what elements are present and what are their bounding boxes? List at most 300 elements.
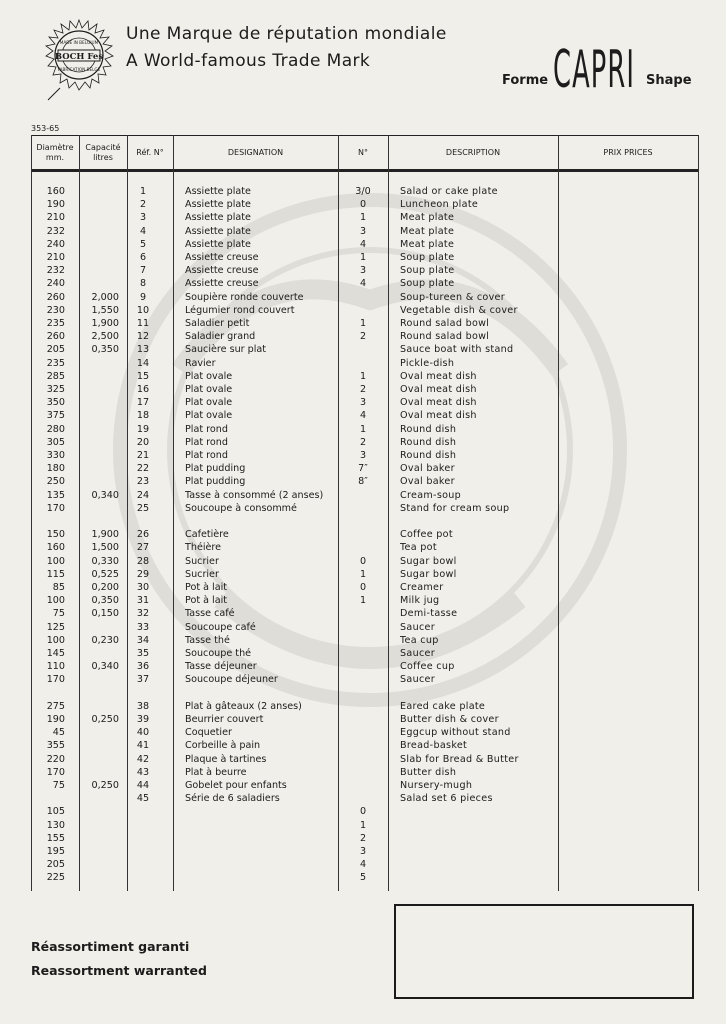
- cell-des: Plat ovale: [185, 410, 233, 422]
- cell-diam: 210: [46, 252, 65, 263]
- cell-dsc: Tea pot: [400, 542, 437, 554]
- cell-dsc: Round dish: [400, 450, 457, 461]
- cell-ref: 27: [136, 542, 150, 554]
- cell-des: Corbeille à pain: [185, 740, 261, 752]
- cell-cap: 1,550: [91, 304, 119, 316]
- cell-no: 3: [359, 397, 367, 409]
- cell-diam: 180: [46, 463, 65, 475]
- cell-ref: 31: [136, 595, 150, 607]
- headline-fr: Une Marque de réputation mondiale: [126, 24, 447, 44]
- table-row: [31, 726, 699, 739]
- cell-diam: 205: [46, 344, 65, 356]
- cell-ref: 7: [139, 265, 147, 277]
- cell-des: Plaque à tartines: [185, 753, 267, 765]
- cell-ref: 24: [136, 489, 150, 501]
- cell-no: 1: [359, 423, 367, 435]
- cell-no: 8″: [358, 476, 368, 488]
- cell-ref: 14: [136, 357, 150, 369]
- cell-dsc: Butter dish: [400, 766, 457, 778]
- cell-diam: 170: [46, 766, 65, 778]
- cell-ref: 35: [136, 648, 150, 659]
- cell-dsc: Nursery-mugh: [400, 780, 473, 791]
- cell-cap: 2,500: [91, 331, 119, 343]
- col-header-no: N°: [358, 147, 368, 157]
- forme-label: Forme: [502, 73, 549, 88]
- cell-diam: 170: [46, 674, 65, 686]
- cell-no: 0: [359, 199, 367, 211]
- cell-dsc: Salad set 6 pieces: [400, 793, 493, 805]
- footer-guarantee-en: Reassortment warranted: [31, 963, 207, 978]
- cell-dsc: Butter dish & cover: [400, 714, 499, 725]
- cell-diam: 100: [46, 555, 65, 567]
- cell-des: Pot à lait: [185, 595, 228, 607]
- cell-no: 2: [359, 436, 367, 448]
- cell-no: 1: [359, 568, 367, 580]
- cell-ref: 11: [136, 318, 150, 329]
- cell-ref: 45: [136, 793, 150, 805]
- cell-diam: 135: [46, 489, 65, 501]
- col-header-designation: DESIGNATION: [227, 147, 284, 157]
- cell-ref: 9: [139, 291, 147, 303]
- table-row: [31, 753, 699, 766]
- dealer-stamp-box: [394, 904, 694, 999]
- table-row: [31, 502, 699, 515]
- cell-diam: 85: [52, 582, 65, 593]
- cell-des: Saucière sur plat: [185, 344, 267, 356]
- cell-dsc: Sauce boat with stand: [400, 344, 514, 356]
- cell-diam: 250: [46, 476, 65, 488]
- cell-des: Plat ovale: [185, 384, 233, 395]
- cell-cap: 0,350: [91, 344, 119, 356]
- cell-diam: 235: [46, 357, 65, 369]
- table-row: [31, 198, 699, 211]
- table-row: [31, 489, 699, 502]
- table-row: [31, 700, 699, 713]
- cell-dsc: Coffee cup: [400, 661, 455, 673]
- table-row: [31, 673, 699, 686]
- table-row: [31, 211, 699, 224]
- cell-diam: 45: [52, 727, 65, 739]
- cell-diam: 155: [46, 832, 65, 844]
- cell-diam: 235: [46, 318, 65, 329]
- cell-no: 7″: [358, 463, 368, 475]
- table-row: [31, 370, 699, 383]
- cell-ref: 36: [136, 661, 150, 673]
- table-row: [31, 343, 699, 356]
- cell-diam: 160: [46, 186, 65, 197]
- cell-des: Soucoupe déjeuner: [185, 674, 278, 686]
- cell-ref: 41: [136, 740, 150, 752]
- cell-cap: 0,230: [91, 634, 119, 646]
- cell-des: Soucoupe à consommé: [185, 502, 297, 514]
- cell-des: Sucrier: [185, 555, 219, 567]
- cell-ref: 8: [139, 278, 147, 290]
- table-row: [31, 541, 699, 554]
- cell-ref: 39: [136, 714, 150, 725]
- table-row: [31, 832, 699, 845]
- cell-ref: 20: [136, 436, 150, 448]
- table-row: [31, 436, 699, 449]
- cell-cap: 0,150: [91, 608, 119, 620]
- cell-dsc: Soup-tureen & cover: [400, 291, 506, 303]
- cell-diam: 105: [46, 806, 65, 818]
- cell-ref: 21: [136, 450, 150, 461]
- cell-ref: 12: [136, 331, 150, 343]
- cell-des: Plat pudding: [185, 476, 246, 488]
- cell-diam: 330: [46, 450, 65, 461]
- table-row: [31, 555, 699, 568]
- cell-ref: 6: [139, 252, 147, 263]
- cell-diam: 285: [46, 370, 65, 382]
- cell-dsc: Soup plate: [400, 252, 455, 263]
- cell-ref: 22: [136, 463, 150, 475]
- cell-diam: 145: [46, 648, 65, 659]
- cell-des: Plat rond: [185, 423, 228, 435]
- cell-ref: 13: [136, 344, 150, 356]
- table-row: [31, 568, 699, 581]
- cell-diam: 325: [46, 384, 65, 395]
- col-header-capacite: Capacité litres: [85, 142, 121, 162]
- table-row: [31, 581, 699, 594]
- cell-dsc: Coffee pot: [400, 529, 453, 541]
- cell-dsc: Saucer: [400, 648, 435, 659]
- table-row: [31, 607, 699, 620]
- cell-diam: 100: [46, 634, 65, 646]
- cell-no: 0: [359, 806, 367, 818]
- cell-dsc: Demi-tasse: [400, 608, 458, 620]
- cell-ref: 40: [136, 727, 150, 739]
- cell-dsc: Round dish: [400, 436, 457, 448]
- cell-cap: 2,000: [91, 291, 119, 303]
- cell-no: 1: [359, 595, 367, 607]
- cell-no: 4: [359, 238, 367, 250]
- cell-dsc: Round salad bowl: [400, 318, 490, 329]
- cell-dsc: Meat plate: [400, 212, 455, 224]
- cell-ref: 16: [136, 384, 150, 395]
- cell-ref: 5: [139, 238, 147, 250]
- cell-des: Plat ovale: [185, 370, 233, 382]
- table-row: [31, 845, 699, 858]
- cell-diam: 210: [46, 212, 65, 224]
- cell-no: 3/0: [355, 186, 371, 197]
- table-row: [31, 317, 699, 330]
- col-header-description: DESCRIPTION: [445, 147, 501, 157]
- table-row: [31, 739, 699, 752]
- cell-ref: 2: [139, 199, 147, 211]
- cell-des: Plat rond: [185, 436, 228, 448]
- cell-ref: 4: [139, 225, 147, 237]
- cell-dsc: Round salad bowl: [400, 331, 490, 343]
- cell-diam: 240: [46, 278, 65, 290]
- table-row: [31, 647, 699, 660]
- catalog-ref-code: 353-65: [31, 124, 60, 133]
- cell-diam: 75: [52, 608, 65, 620]
- cell-dsc: Pickle-dish: [400, 357, 455, 369]
- cell-no: 2: [359, 331, 367, 343]
- cell-cap: 0,200: [91, 582, 119, 593]
- cell-ref: 29: [136, 568, 150, 580]
- cell-des: Beurrier couvert: [185, 714, 264, 725]
- footer-guarantee-fr: Réassortiment garanti: [31, 939, 190, 954]
- cell-diam: 190: [46, 199, 65, 211]
- cell-no: 0: [359, 555, 367, 567]
- cell-ref: 18: [136, 410, 150, 422]
- cell-no: 4: [359, 410, 367, 422]
- headline-en: A World-famous Trade Mark: [126, 51, 371, 71]
- table-row: [31, 357, 699, 370]
- cell-no: 3: [359, 225, 367, 237]
- cell-des: Soupière ronde couverte: [185, 291, 304, 303]
- cell-dsc: Vegetable dish & cover: [400, 304, 518, 316]
- cell-dsc: Tea cup: [400, 634, 439, 646]
- cell-ref: 33: [136, 621, 150, 633]
- cell-diam: 115: [46, 568, 65, 580]
- cell-des: Assiette plate: [185, 212, 251, 224]
- table-row: [31, 291, 699, 304]
- cell-dsc: Oval meat dish: [400, 384, 477, 395]
- table-row: [31, 594, 699, 607]
- cell-dsc: Eggcup without stand: [400, 727, 511, 739]
- cell-dsc: Creamer: [400, 582, 444, 593]
- cell-des: Assiette plate: [185, 199, 251, 211]
- table-row: [31, 409, 699, 422]
- table-row: [31, 462, 699, 475]
- cell-des: Plat à beurre: [185, 766, 247, 778]
- cell-des: Assiette creuse: [185, 265, 259, 277]
- cell-ref: 15: [136, 370, 150, 382]
- cell-diam: 130: [46, 819, 65, 831]
- cell-diam: 350: [46, 397, 65, 409]
- cell-diam: 260: [46, 331, 65, 343]
- cell-des: Plat pudding: [185, 463, 246, 475]
- shape-label: Shape: [646, 73, 692, 88]
- table-row: [31, 423, 699, 436]
- cell-des: Soucoupe thé: [185, 648, 252, 659]
- cell-no: 1: [359, 252, 367, 263]
- table-row: [31, 238, 699, 251]
- cell-dsc: Soup plate: [400, 278, 455, 290]
- cell-diam: 75: [52, 780, 65, 791]
- cell-des: Tasse thé: [185, 634, 230, 646]
- cell-des: Saladier grand: [185, 331, 256, 343]
- table-row: [31, 449, 699, 462]
- cell-dsc: Sugar bowl: [400, 568, 457, 580]
- cell-des: Assiette creuse: [185, 278, 259, 290]
- table-row: [31, 766, 699, 779]
- cell-dsc: Oval baker: [400, 476, 455, 488]
- cell-diam: 100: [46, 595, 65, 607]
- cell-diam: 220: [46, 753, 65, 765]
- cell-ref: 37: [136, 674, 150, 686]
- table-row: [31, 871, 699, 884]
- cell-diam: 375: [46, 410, 65, 422]
- cell-ref: 32: [136, 608, 150, 620]
- cell-diam: 232: [46, 225, 65, 237]
- cell-des: Série de 6 saladiers: [185, 793, 280, 805]
- cell-dsc: Saucer: [400, 674, 435, 686]
- cell-diam: 160: [46, 542, 65, 554]
- cell-dsc: Sugar bowl: [400, 555, 457, 567]
- table-row: [31, 475, 699, 488]
- cell-no: 3: [359, 450, 367, 461]
- cell-des: Soucoupe café: [185, 621, 256, 633]
- cell-no: 1: [359, 819, 367, 831]
- cell-diam: 275: [46, 700, 65, 712]
- table-row: [31, 792, 699, 805]
- cell-cap: 0,330: [91, 555, 119, 567]
- cell-diam: 110: [46, 661, 65, 673]
- table-row: [31, 634, 699, 647]
- col-header-prix: PRIX PRICES: [603, 147, 653, 157]
- cell-des: Gobelet pour enfants: [185, 780, 287, 791]
- cell-no: 4: [359, 859, 367, 871]
- table-row: [31, 779, 699, 792]
- cell-cap: 0,250: [91, 780, 119, 791]
- cell-ref: 1: [139, 186, 147, 197]
- table-row: [31, 225, 699, 238]
- cell-dsc: Meat plate: [400, 225, 455, 237]
- cell-des: Saladier petit: [185, 318, 250, 329]
- cell-dsc: Eared cake plate: [400, 700, 486, 712]
- cell-diam: 150: [46, 529, 65, 541]
- cell-no: 4: [359, 278, 367, 290]
- cell-diam: 355: [46, 740, 65, 752]
- table-row: [31, 858, 699, 871]
- cell-ref: 10: [136, 304, 150, 316]
- cell-cap: 0,340: [91, 489, 119, 501]
- cell-dsc: Saucer: [400, 621, 435, 633]
- cell-diam: 230: [46, 304, 65, 316]
- cell-dsc: Slab for Bread & Butter: [400, 753, 519, 765]
- cell-ref: 30: [136, 582, 150, 593]
- cell-dsc: Salad or cake plate: [400, 186, 498, 197]
- table-row: [31, 660, 699, 673]
- cell-dsc: Oval baker: [400, 463, 455, 475]
- cell-ref: 19: [136, 423, 150, 435]
- col-header-ref: Réf. N°: [136, 147, 164, 157]
- cell-ref: 43: [136, 766, 150, 778]
- cell-ref: 25: [136, 502, 150, 514]
- cell-dsc: Soup plate: [400, 265, 455, 277]
- cell-no: 2: [359, 832, 367, 844]
- cell-diam: 225: [46, 872, 65, 884]
- cell-cap: 0,350: [91, 595, 119, 607]
- cell-diam: 305: [46, 436, 65, 448]
- cell-dsc: Cream-soup: [400, 489, 462, 501]
- table-row: [31, 528, 699, 541]
- cell-diam: 170: [46, 502, 65, 514]
- cell-des: Assiette plate: [185, 225, 251, 237]
- table-row: [31, 396, 699, 409]
- cell-des: Sucrier: [185, 568, 219, 580]
- cell-des: Plat à gâteaux (2 anses): [185, 700, 302, 712]
- cell-ref: 28: [136, 555, 150, 567]
- cell-no: 5: [359, 872, 367, 884]
- table-row: [31, 251, 699, 264]
- cell-des: Tasse café: [185, 608, 235, 620]
- cell-diam: 240: [46, 238, 65, 250]
- cell-diam: 195: [46, 846, 65, 857]
- cell-cap: 1,500: [91, 542, 119, 554]
- table-row: [31, 264, 699, 277]
- cell-no: 0: [359, 582, 367, 593]
- cell-diam: 190: [46, 714, 65, 725]
- table-row: [31, 687, 699, 700]
- table-row: [31, 383, 699, 396]
- cell-dsc: Oval meat dish: [400, 410, 477, 422]
- cell-no: 1: [359, 370, 367, 382]
- cell-des: Cafetière: [185, 529, 229, 541]
- table-row: [31, 277, 699, 290]
- cell-dsc: Milk jug: [400, 595, 440, 607]
- table-row: [31, 330, 699, 343]
- cell-diam: 280: [46, 423, 65, 435]
- cell-des: Plat ovale: [185, 397, 233, 409]
- cell-ref: 42: [136, 753, 150, 765]
- cell-dsc: Oval meat dish: [400, 397, 477, 409]
- cell-ref: 34: [136, 634, 150, 646]
- cell-diam: 125: [46, 621, 65, 633]
- table-row: [31, 515, 699, 528]
- price-table: [31, 135, 699, 891]
- brand-name: CAPRI: [553, 40, 636, 100]
- svg-text:FABRICATION BELGE: FABRICATION BELGE: [57, 67, 101, 72]
- col-header-diametre: Diamètre mm.: [36, 142, 74, 162]
- cell-ref: 44: [136, 780, 150, 791]
- table-row: [31, 713, 699, 726]
- cell-dsc: Meat plate: [400, 238, 455, 250]
- cell-cap: 0,340: [91, 661, 119, 673]
- cell-no: 2: [359, 384, 367, 395]
- cell-ref: 26: [136, 529, 150, 541]
- table-row: [31, 805, 699, 818]
- cell-cap: 1,900: [91, 318, 119, 329]
- cell-dsc: Bread-basket: [400, 740, 468, 752]
- cell-no: 1: [359, 318, 367, 329]
- cell-dsc: Stand for cream soup: [400, 502, 510, 514]
- cell-ref: 23: [136, 476, 150, 488]
- svg-text:BOCH Fes: BOCH Fes: [54, 52, 104, 62]
- cell-des: Assiette plate: [185, 186, 251, 197]
- cell-cap: 0,525: [91, 568, 119, 580]
- table-row: [31, 819, 699, 832]
- cell-dsc: Round dish: [400, 423, 457, 435]
- table-row: [31, 621, 699, 634]
- cell-des: Ravier: [185, 357, 216, 369]
- cell-des: Plat rond: [185, 450, 228, 461]
- cell-des: Tasse déjeuner: [185, 661, 257, 673]
- cell-des: Tasse à consommé (2 anses): [185, 489, 324, 501]
- table-row: [31, 185, 699, 198]
- cell-des: Pot à lait: [185, 582, 228, 593]
- cell-ref: 38: [136, 700, 150, 712]
- cell-des: Assiette plate: [185, 238, 251, 250]
- cell-diam: 205: [46, 859, 65, 871]
- cell-dsc: Luncheon plate: [400, 199, 479, 211]
- cell-des: Légumier rond couvert: [185, 304, 295, 316]
- cell-no: 1: [359, 212, 367, 224]
- cell-cap: 1,900: [91, 529, 119, 541]
- cell-dsc: Oval meat dish: [400, 370, 477, 382]
- cell-ref: 17: [136, 397, 150, 409]
- table-row: [31, 304, 699, 317]
- cell-ref: 3: [139, 212, 147, 224]
- cell-des: Coquetier: [185, 727, 232, 739]
- cell-des: Théière: [185, 542, 222, 554]
- svg-text:MADE IN BELGIUM: MADE IN BELGIUM: [59, 40, 99, 45]
- cell-diam: 232: [46, 265, 65, 277]
- cell-cap: 0,250: [91, 714, 119, 725]
